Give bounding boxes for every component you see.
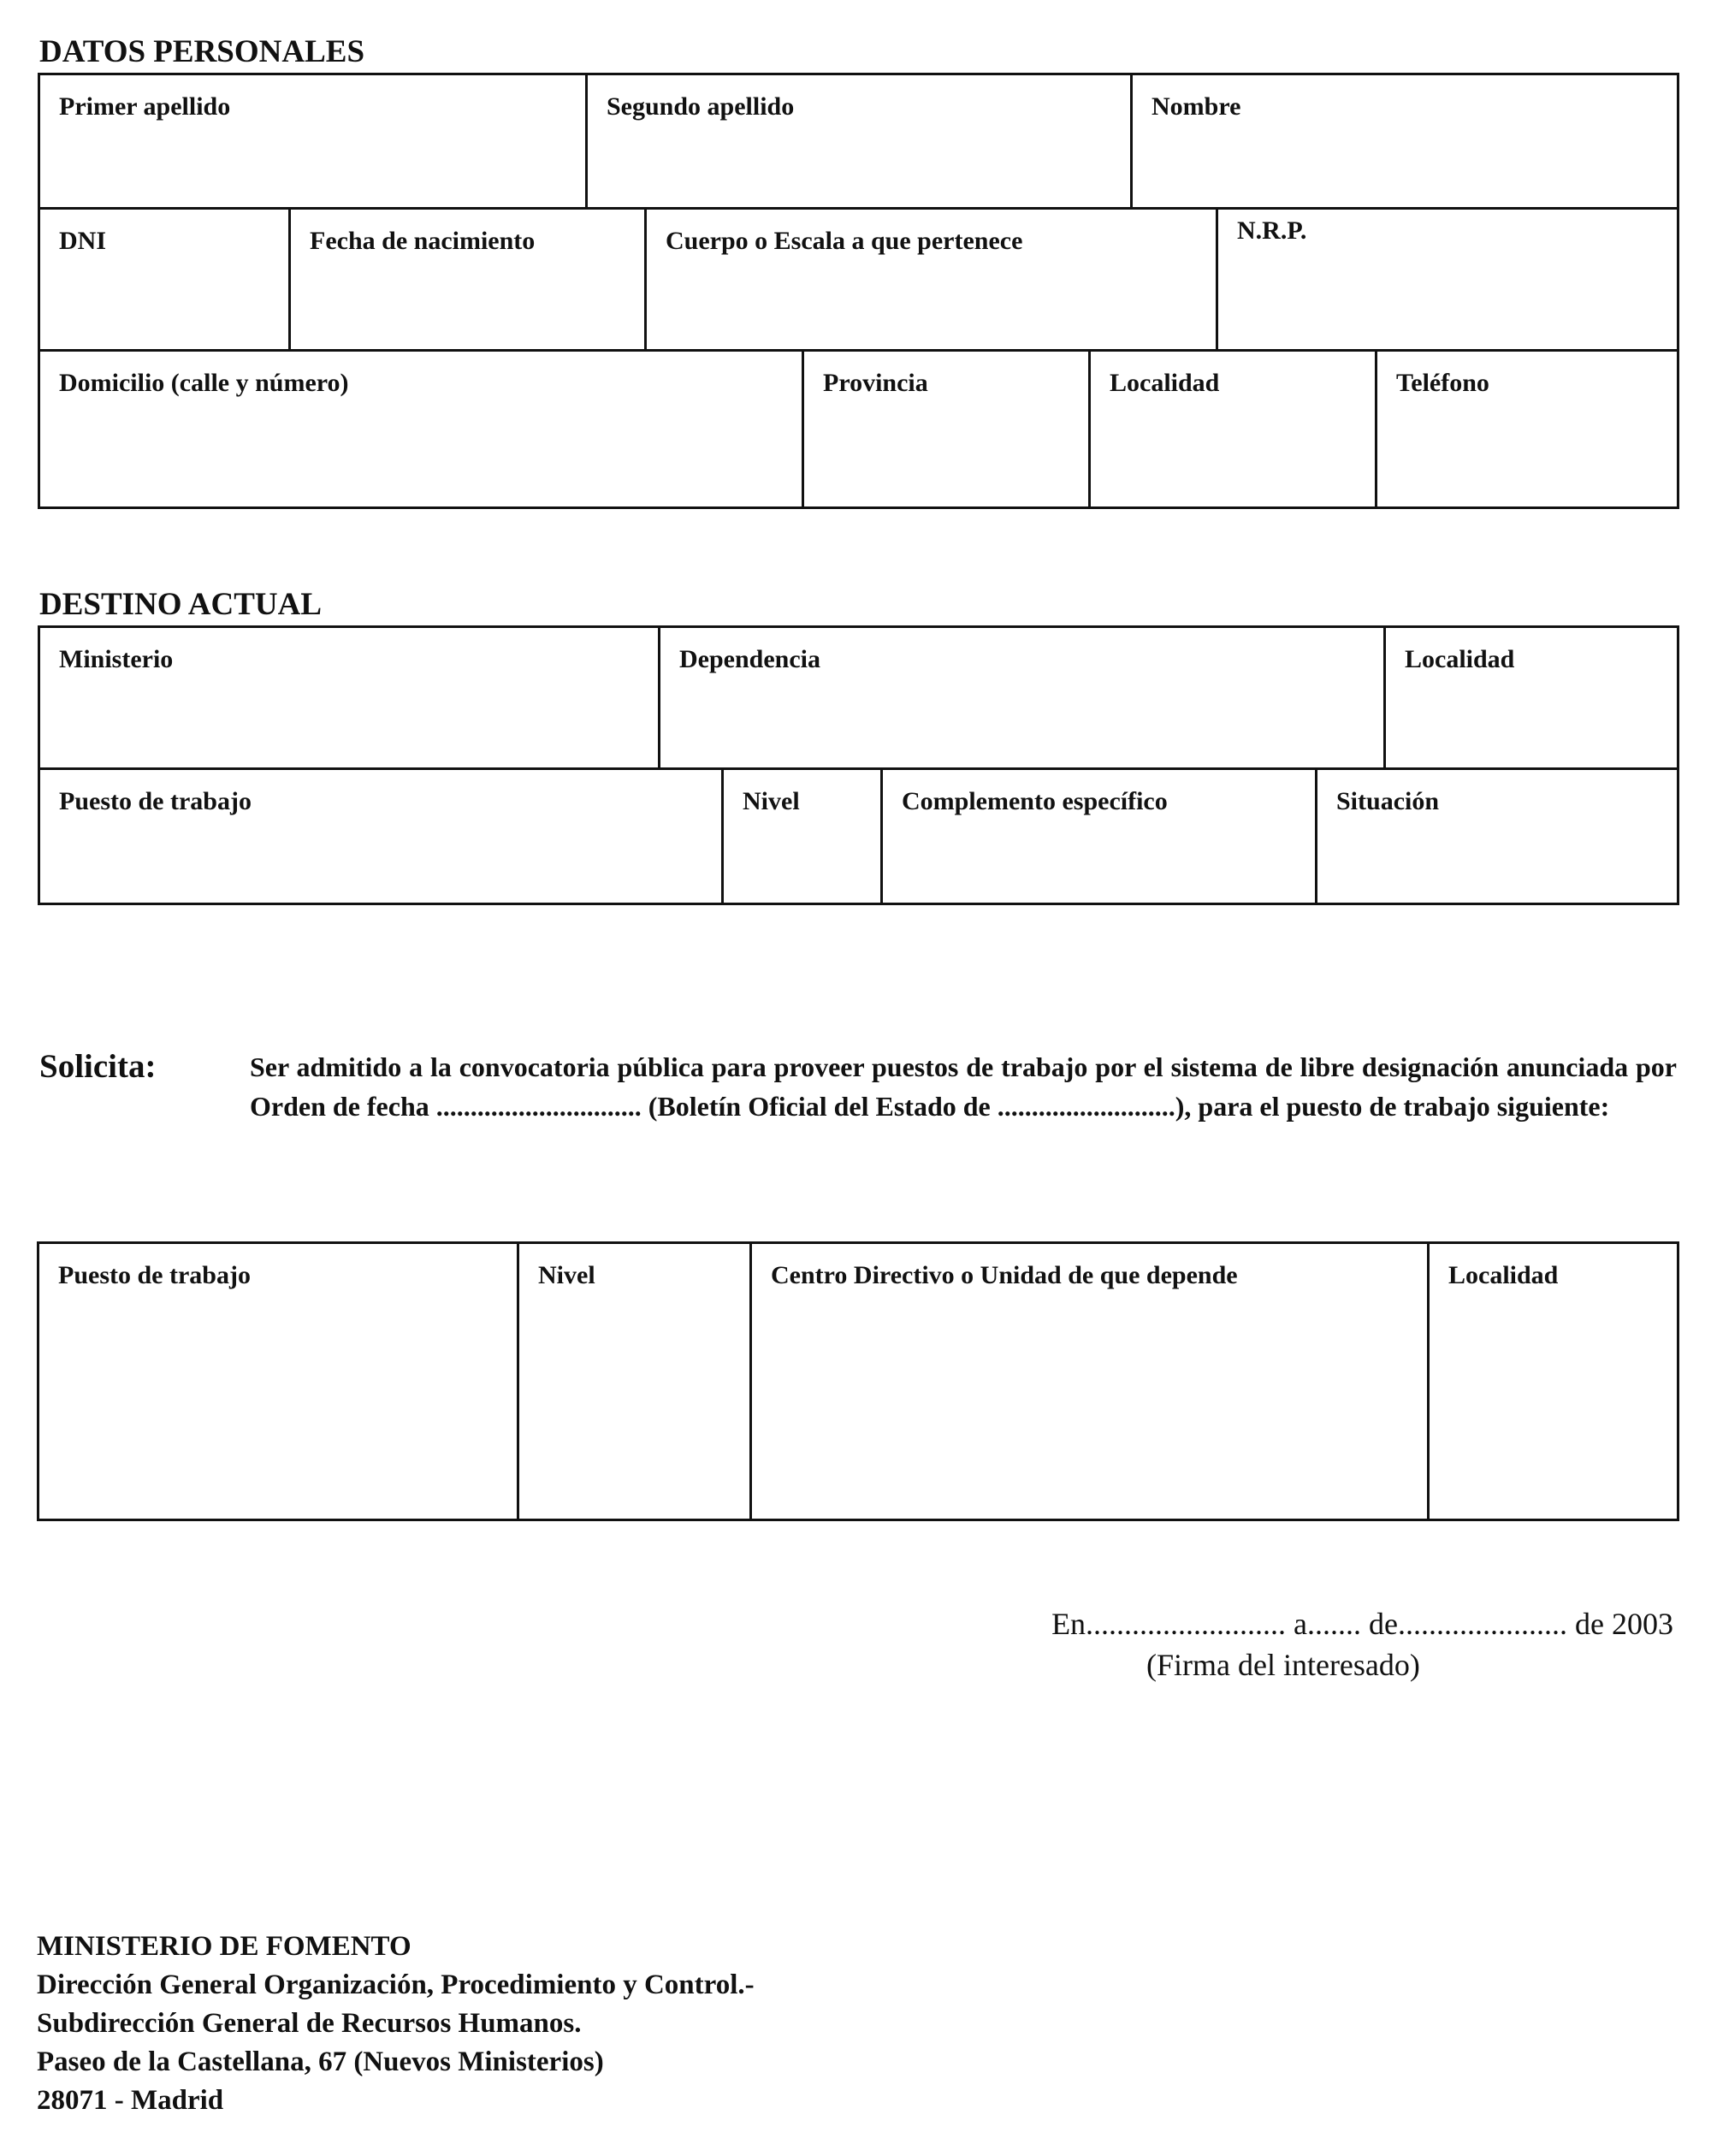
field-label: Localidad bbox=[1110, 369, 1220, 397]
datos-personales-title: DATOS PERSONALES bbox=[39, 34, 365, 69]
field-complemento-especifico[interactable] bbox=[883, 770, 1317, 903]
field-label: Nivel bbox=[743, 787, 800, 815]
field-domicilio[interactable] bbox=[40, 352, 804, 506]
field-situacion[interactable] bbox=[1317, 770, 1677, 903]
field-puesto-trabajo[interactable] bbox=[40, 770, 724, 903]
field-label: Puesto de trabajo bbox=[58, 1261, 251, 1289]
field-label: Primer apellido bbox=[59, 92, 231, 121]
field-ministerio[interactable] bbox=[40, 628, 660, 770]
footer-address bbox=[37, 1928, 755, 2120]
field-solicitado-nivel[interactable] bbox=[519, 1244, 752, 1519]
field-label: Provincia bbox=[823, 369, 928, 397]
solicita-text: Ser admitido a la convocatoria pública para proveer puestos de trabajo por el sistema de libre designación anunciada por Orden de fecha .............................. (Boletín Oficial del Estado de ..........................), para el puesto de trabajo siguiente: bbox=[250, 1051, 1677, 1122]
field-label: Domicilio (calle y número) bbox=[59, 369, 349, 397]
footer-direction: Dirección General Organización, Procedimiento y Control.- bbox=[37, 1969, 755, 2000]
field-label: Localidad bbox=[1405, 645, 1515, 673]
field-localidad[interactable] bbox=[1091, 352, 1377, 506]
field-provincia[interactable] bbox=[804, 352, 1091, 506]
field-nivel[interactable] bbox=[724, 770, 883, 903]
field-label: Ministerio bbox=[59, 645, 174, 673]
field-solicitado-centro-directivo[interactable] bbox=[752, 1244, 1430, 1519]
field-solicitado-localidad[interactable] bbox=[1430, 1244, 1677, 1519]
field-label: Centro Directivo o Unidad de que depende bbox=[771, 1261, 1238, 1289]
signature-label: (Firma del interesado) bbox=[1146, 1648, 1420, 1682]
field-label: Situación bbox=[1336, 787, 1440, 815]
footer-ministry: MINISTERIO DE FOMENTO bbox=[37, 1931, 411, 1962]
date-line[interactable]: En.......................... a....... de...................... de 2003 bbox=[1051, 1607, 1673, 1641]
field-solicitado-puesto[interactable] bbox=[39, 1244, 519, 1519]
field-label: Fecha de nacimiento bbox=[310, 227, 536, 255]
puesto-solicitado-table bbox=[37, 1241, 1679, 1521]
field-cuerpo-escala[interactable] bbox=[647, 210, 1218, 352]
destino-actual-title: DESTINO ACTUAL bbox=[39, 587, 323, 622]
field-segundo-apellido[interactable] bbox=[588, 75, 1133, 210]
field-fecha-nacimiento[interactable] bbox=[291, 210, 647, 352]
field-destino-localidad[interactable] bbox=[1386, 628, 1677, 770]
field-nombre[interactable] bbox=[1133, 75, 1677, 210]
field-label: Nivel bbox=[538, 1261, 595, 1289]
field-label: Cuerpo o Escala a que pertenece bbox=[666, 227, 1023, 255]
field-label: N.R.P. bbox=[1237, 216, 1307, 245]
field-label: Localidad bbox=[1448, 1261, 1559, 1289]
field-label: Segundo apellido bbox=[607, 92, 795, 121]
field-label: DNI bbox=[59, 227, 107, 255]
datos-personales-table bbox=[38, 73, 1679, 509]
footer-subdirection: Subdirección General de Recursos Humanos. bbox=[37, 2008, 582, 2039]
field-dependencia[interactable] bbox=[660, 628, 1386, 770]
field-label: Complemento específico bbox=[902, 787, 1168, 815]
footer-street: Paseo de la Castellana, 67 (Nuevos Ministerios) bbox=[37, 2046, 604, 2077]
footer-city: 28071 - Madrid bbox=[37, 2085, 224, 2116]
field-label: Teléfono bbox=[1396, 369, 1489, 397]
solicita-label: Solicita: bbox=[39, 1048, 157, 1085]
destino-actual-table bbox=[38, 625, 1679, 905]
field-label: Nombre bbox=[1152, 92, 1241, 121]
field-label: Puesto de trabajo bbox=[59, 787, 252, 815]
field-primer-apellido[interactable] bbox=[40, 75, 588, 210]
field-dni[interactable] bbox=[40, 210, 291, 352]
field-label: Dependencia bbox=[679, 645, 820, 673]
field-nrp[interactable] bbox=[1218, 210, 1677, 352]
field-telefono[interactable] bbox=[1377, 352, 1677, 506]
